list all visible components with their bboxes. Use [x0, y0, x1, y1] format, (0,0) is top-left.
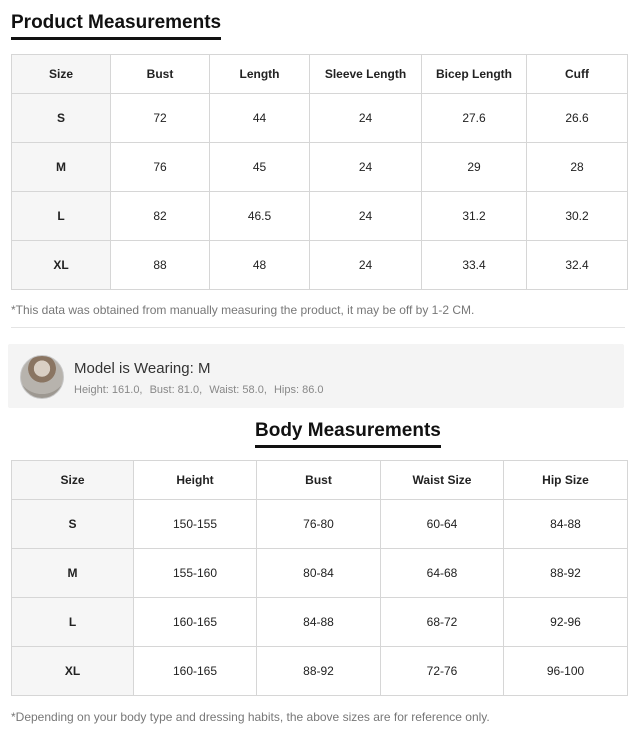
column-header: Sleeve Length: [310, 55, 422, 94]
column-header: Hip Size: [504, 461, 628, 500]
size-cell: L: [12, 598, 134, 647]
table-cell: 46.5: [210, 192, 310, 241]
table-row: [12, 549, 628, 598]
table-row: [12, 598, 628, 647]
table-cell: 88-92: [257, 647, 381, 696]
table-cell: 84-88: [504, 500, 628, 549]
size-cell: XL: [12, 647, 134, 696]
model-waist: Waist: 58.0,: [209, 384, 267, 396]
size-cell: S: [12, 500, 134, 549]
model-stats: [74, 384, 327, 396]
table-cell: 44: [210, 94, 310, 143]
size-cell: S: [12, 94, 111, 143]
table-cell: 30.2: [527, 192, 628, 241]
column-header: Length: [210, 55, 310, 94]
table-cell: 160-165: [134, 598, 257, 647]
column-header: Bust: [257, 461, 381, 500]
table-cell: 64-68: [381, 549, 504, 598]
table-row: [12, 500, 628, 549]
table-cell: 24: [310, 192, 422, 241]
model-info-panel: [8, 344, 624, 408]
column-header: Height: [134, 461, 257, 500]
table-header-row: [12, 461, 628, 500]
body-measurements-table: [11, 460, 628, 696]
table-cell: 24: [310, 94, 422, 143]
size-cell: M: [12, 143, 111, 192]
column-header: Bust: [111, 55, 210, 94]
product-measurements-table: [11, 54, 628, 290]
table-row: [12, 192, 628, 241]
table-cell: 84-88: [257, 598, 381, 647]
table-row: [12, 241, 628, 290]
table-cell: 68-72: [381, 598, 504, 647]
section-divider: [11, 327, 625, 328]
table-cell: 88: [111, 241, 210, 290]
model-height: Height: 161.0,: [74, 384, 143, 396]
body-measurements-title: Body Measurements: [255, 420, 441, 448]
table-cell: 72-76: [381, 647, 504, 696]
table-cell: 32.4: [527, 241, 628, 290]
column-header: Size: [12, 461, 134, 500]
table-cell: 24: [310, 241, 422, 290]
column-header: Waist Size: [381, 461, 504, 500]
model-bust: Bust: 81.0,: [149, 384, 203, 396]
table-cell: 28: [527, 143, 628, 192]
table-row: [12, 94, 628, 143]
product-measurements-title: Product Measurements: [11, 12, 221, 40]
table-cell: 33.4: [422, 241, 527, 290]
column-header: Cuff: [527, 55, 628, 94]
model-wearing-label: Model is Wearing: M: [74, 360, 211, 377]
table-cell: 72: [111, 94, 210, 143]
table-cell: 29: [422, 143, 527, 192]
table-cell: 88-92: [504, 549, 628, 598]
table-cell: 76-80: [257, 500, 381, 549]
model-hips: Hips: 86.0: [273, 384, 324, 396]
table-cell: 60-64: [381, 500, 504, 549]
size-cell: M: [12, 549, 134, 598]
table-cell: 92-96: [504, 598, 628, 647]
table-header-row: [12, 55, 628, 94]
table-row: [12, 143, 628, 192]
column-header: Size: [12, 55, 111, 94]
table-cell: 27.6: [422, 94, 527, 143]
size-cell: XL: [12, 241, 111, 290]
table-cell: 45: [210, 143, 310, 192]
table-cell: 48: [210, 241, 310, 290]
table-cell: 150-155: [134, 500, 257, 549]
table-cell: 155-160: [134, 549, 257, 598]
table-row: [12, 647, 628, 696]
table-cell: 80-84: [257, 549, 381, 598]
table-cell: 76: [111, 143, 210, 192]
table-cell: 26.6: [527, 94, 628, 143]
table-cell: 82: [111, 192, 210, 241]
table-cell: 160-165: [134, 647, 257, 696]
product-measurements-note: *This data was obtained from manually measuring the product, it may be off by 1-2 CM.: [11, 303, 475, 317]
model-avatar: [20, 355, 64, 399]
table-cell: 24: [310, 143, 422, 192]
size-cell: L: [12, 192, 111, 241]
body-measurements-note: *Depending on your body type and dressing habits, the above sizes are for reference only.: [11, 710, 490, 724]
table-cell: 96-100: [504, 647, 628, 696]
table-cell: 31.2: [422, 192, 527, 241]
column-header: Bicep Length: [422, 55, 527, 94]
